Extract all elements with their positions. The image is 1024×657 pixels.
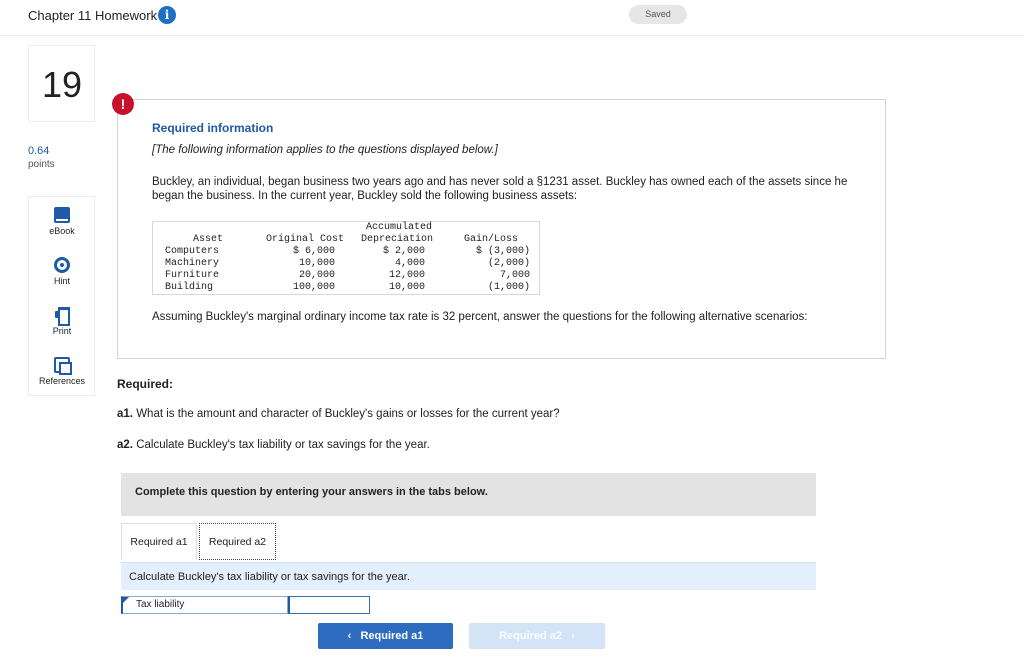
chevron-right-icon: ›: [571, 630, 575, 642]
tab-required-a2[interactable]: Required a2: [199, 523, 276, 560]
table-cell-gain: $ (3,000): [475, 246, 530, 257]
table-cell-cost: $ 6,000: [292, 246, 335, 257]
question-a1-text: What is the amount and character of Buckley's gains or losses for the current year?: [133, 408, 560, 420]
complete-question-text: Complete this question by entering your answers in the tabs below.: [135, 486, 488, 498]
book-icon: [54, 207, 70, 223]
header-gain-loss: Gain/Loss: [464, 234, 519, 245]
ebook-button[interactable]: [29, 197, 95, 247]
print-button[interactable]: [29, 297, 95, 347]
question-number: 19: [41, 64, 83, 105]
references-button[interactable]: [29, 347, 95, 397]
print-label: Print: [52, 326, 72, 336]
question-a2: [117, 439, 430, 451]
instruction-bar: [121, 562, 816, 590]
table-cell-asset: Machinery: [165, 258, 220, 269]
required-information-subtitle: [The following information applies to the questions displayed below.]: [152, 144, 498, 156]
tax-liability-input[interactable]: [288, 596, 370, 614]
question-a1-prefix: a1.: [117, 408, 133, 420]
header-depreciation: Depreciation: [361, 234, 434, 245]
table-cell-cost: 10,000: [298, 258, 335, 269]
ebook-label: eBook: [49, 226, 75, 236]
table-cell-cost: 100,000: [292, 282, 335, 293]
instruction-text: Calculate Buckley's tax liability or tax savings for the year.: [129, 571, 410, 583]
lifebuoy-icon: [54, 257, 70, 273]
table-cell-asset: Building: [165, 282, 214, 293]
tools-panel: [28, 196, 95, 396]
table-cell-asset: Computers: [165, 246, 220, 257]
info-icon[interactable]: i: [158, 6, 176, 24]
tax-liability-label[interactable]: Tax liability: [121, 596, 288, 614]
hint-label: Hint: [53, 276, 70, 286]
complete-question-bar: [121, 473, 816, 516]
copy-icon: [54, 357, 70, 373]
table-cell-depreciation: 10,000: [388, 282, 425, 293]
required-label: Required:: [117, 377, 174, 391]
table-cell-depreciation: $ 2,000: [382, 246, 425, 257]
table-cell-gain: (2,000): [487, 258, 530, 269]
printer-icon: [54, 307, 70, 323]
points-label: points: [28, 159, 55, 170]
alert-icon: !: [112, 93, 134, 115]
header-original-cost: Original Cost: [266, 234, 345, 245]
question-a1: [117, 408, 560, 420]
next-required-a2-button[interactable]: [469, 623, 605, 649]
assumption-paragraph: Assuming Buckley's marginal ordinary income tax rate is 32 percent, answer the questions for the following alternative scenarios:: [152, 311, 808, 323]
references-label: References: [38, 376, 86, 386]
table-cell-asset: Furniture: [165, 270, 220, 281]
saved-status-badge: Saved: [629, 5, 687, 24]
tab-required-a1[interactable]: Required a1: [121, 523, 197, 560]
scenario-paragraph: Buckley, an individual, began business two years ago and has never sold a §1231 asset. Buckley has owned each of the assets since he began the business. In the current year, Buckley sold the following business assets:: [152, 176, 848, 202]
table-cell-cost: 20,000: [298, 270, 335, 281]
chapter-title: Chapter 11 Homework: [28, 8, 158, 23]
chevron-left-icon: ‹: [347, 630, 352, 642]
hint-button[interactable]: [29, 247, 95, 297]
question-a2-text: Calculate Buckley's tax liability or tax savings for the year.: [133, 439, 430, 451]
table-cell-depreciation: 4,000: [394, 258, 425, 269]
question-number-box: [28, 45, 95, 122]
question-a2-prefix: a2.: [117, 439, 133, 451]
table-cell-depreciation: 12,000: [388, 270, 425, 281]
table-cell-gain: 7,000: [499, 270, 530, 281]
header-asset: Asset: [193, 234, 224, 245]
asset-table: [152, 221, 540, 295]
top-bar: [0, 0, 1024, 36]
header-accumulated: Accumulated: [366, 222, 433, 233]
prev-button-label: Required a1: [360, 630, 424, 642]
points-value: 0.64: [28, 145, 50, 157]
prev-required-a1-button[interactable]: [318, 623, 453, 649]
next-button-label: Required a2: [499, 630, 563, 642]
table-cell-gain: (1,000): [487, 282, 530, 293]
required-information-title: Required information: [152, 121, 274, 135]
